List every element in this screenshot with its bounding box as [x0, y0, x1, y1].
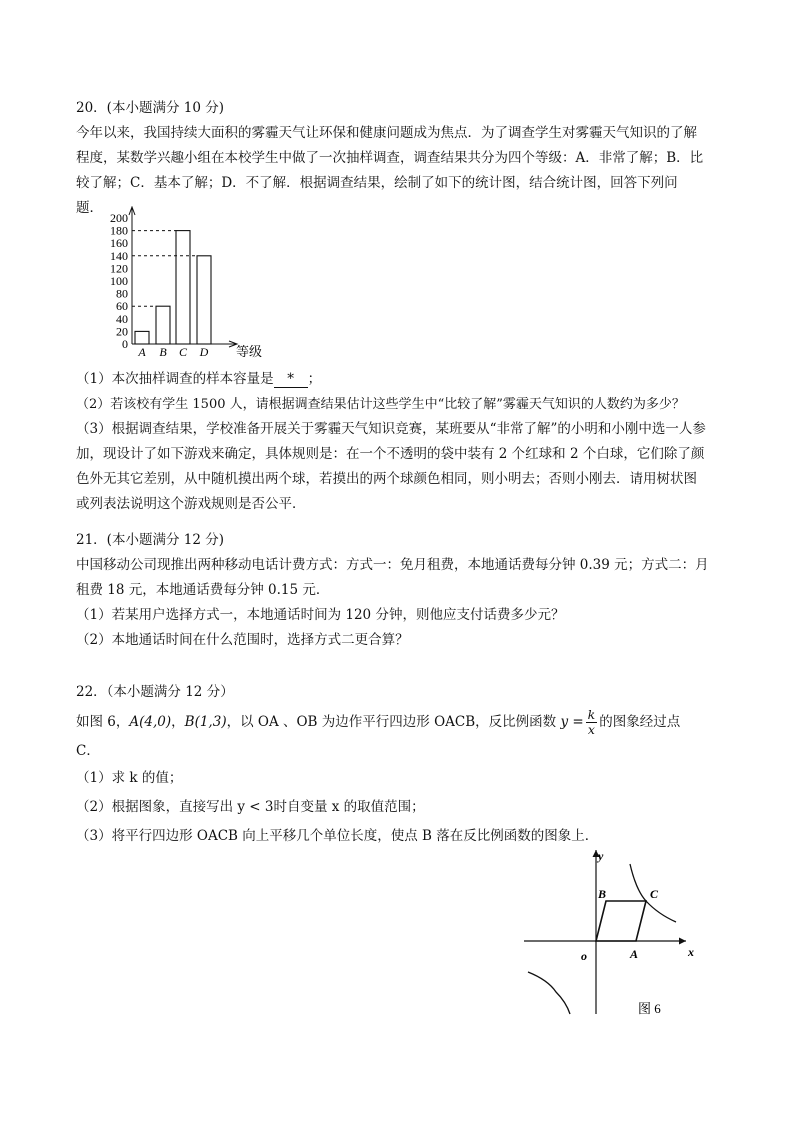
y-tick-label: 180: [110, 223, 128, 238]
point-a: A(4,0): [129, 714, 172, 730]
y-tick-label: 160: [110, 236, 128, 251]
bar-C: [176, 231, 190, 344]
q20-intro-line-2: 程度，某数学兴趣小组在本校学生中做了一次抽样调查，调查结果共分为四个等级：A．非常了解；B．比: [76, 150, 704, 166]
q20-part-3-line-2: 加，现设计了如下游戏来确定，具体规则是：在一个不透明的袋中装有 2 个红球和 2 个白球，它们除了颜: [76, 446, 705, 462]
bar-A: [135, 331, 149, 344]
x-tick-label: B: [159, 345, 167, 359]
figure-caption: 图 6: [638, 1001, 661, 1016]
q22-intro-line-2: C．: [76, 743, 100, 759]
bar-D: [197, 256, 211, 344]
q20-heading: 20．(本小题满分 10 分): [76, 100, 224, 116]
question-20-parts: [76, 367, 720, 517]
q20-part-3-line-3: 色外无其它差别，从中随机摸出两个球，若摸出的两个球颜色相同，则小明去；否则小刚去．请用树状图: [76, 471, 697, 487]
q20-intro-line-3: 较了解；C．基本了解；D．不了解．根据调查结果，绘制了如下的统计图，结合统计图，回答下列问: [76, 175, 678, 191]
q21-part-2: （2）本地通话时间在什么范围时，选择方式二更合算？: [76, 632, 409, 648]
q21-part-1: （1）若某用户选择方式一，本地通话时间为 120 分钟，则他应支付话费多少元？: [76, 607, 565, 623]
fraction-numerator: k: [587, 707, 596, 722]
q20-part-1-text: （1）本次抽样调查的样本容量是: [76, 371, 274, 387]
q20-part-3-line-4: 或列表法说明这个游戏规则是否公平．: [76, 496, 306, 512]
q21-heading: 21．(本小题满分 12 分): [76, 532, 224, 548]
y-tick-label: 0: [122, 337, 128, 351]
y-axis-label: y: [598, 849, 604, 863]
q22-sep: ，: [171, 714, 185, 730]
fraction-k-over-x: [586, 708, 598, 737]
bar-chart: [96, 206, 286, 366]
x-tick-label: C: [178, 345, 188, 359]
q21-intro-line-1: 中国移动公司现推出两种移动电话计费方式：方式一：免月租费，本地通话费每分钟 0.39 元；方式二：月: [76, 557, 709, 573]
y-tick-label: 60: [116, 299, 128, 314]
parallelogram-oacb: [596, 901, 646, 941]
point-b: B(1,3): [184, 714, 227, 730]
point-b-label: B: [598, 887, 607, 901]
q20-intro-line-1: 今年以来，我国持续大面积的雾霾天气让环保和健康问题成为焦点．为了调查学生对雾霾天气知识的了解: [76, 125, 697, 141]
q22-heading: 22．（本小题满分 12 分）: [76, 684, 234, 700]
q20-intro-line-4: 题．: [76, 200, 103, 216]
y-tick-label: 140: [110, 248, 128, 263]
q22-part-2: （2）根据图象，直接写出 y < 3时自变量 x 的取值范围；: [76, 799, 425, 815]
q20-part-3-line-1: （3）根据调查结果，学校准备开展关于雾霾天气知识竞赛，某班要从“非常了解”的小明和小刚中选一人参: [76, 421, 706, 437]
x-axis-label: 等级: [236, 345, 263, 360]
question-22: [76, 680, 720, 851]
y-tick-label: 40: [116, 311, 128, 326]
y-tick-label: 200: [110, 211, 128, 225]
q20-part-2: （2）若该校有学生 1500 人，请根据调查结果估计这些学生中“比较了解”雾霾天气知识的人数约为多少？: [76, 397, 685, 412]
q22-part-3: （3）将平行四边形 OACB 向上平移几个单位长度，使点 B 落在反比例函数的图象上．: [76, 828, 599, 844]
q21-intro-line-2: 租费 18 元，本地通话费每分钟 0.15 元．: [76, 582, 330, 598]
x-tick-label: A: [138, 345, 146, 359]
fraction-denominator: x: [587, 722, 595, 737]
q20-part-1: [76, 367, 720, 392]
q22-intro-b: ，以 OA 、OB 为边作平行四边形 OACB，反比例函数: [226, 714, 557, 730]
question-20: [76, 96, 720, 221]
y-tick-label: 120: [110, 261, 128, 276]
q22-intro-c: 的图象经过点: [599, 714, 681, 730]
origin-label: o: [581, 949, 587, 963]
question-21: [76, 528, 720, 653]
q22-part-1: （1）求 k 的值；: [76, 770, 183, 786]
q22-intro-a: 如图 6，: [76, 714, 130, 730]
x-tick-label: D: [199, 345, 209, 359]
point-c-label: C: [650, 887, 659, 901]
q20-part-1-end: ；: [307, 371, 322, 387]
answer-blank[interactable]: *: [274, 371, 308, 388]
hyperbola-branch-3: [528, 972, 570, 1014]
y-tick-label: 20: [116, 324, 128, 339]
y-tick-label: 80: [116, 286, 128, 301]
x-axis-label: x: [688, 945, 694, 959]
formula-lhs: y =: [560, 714, 584, 730]
y-tick-label: 100: [110, 274, 128, 288]
q22-intro-line-1: [76, 705, 720, 739]
point-a-label: A: [630, 947, 639, 961]
bar-B: [156, 306, 170, 344]
figure-6: [518, 842, 708, 1017]
